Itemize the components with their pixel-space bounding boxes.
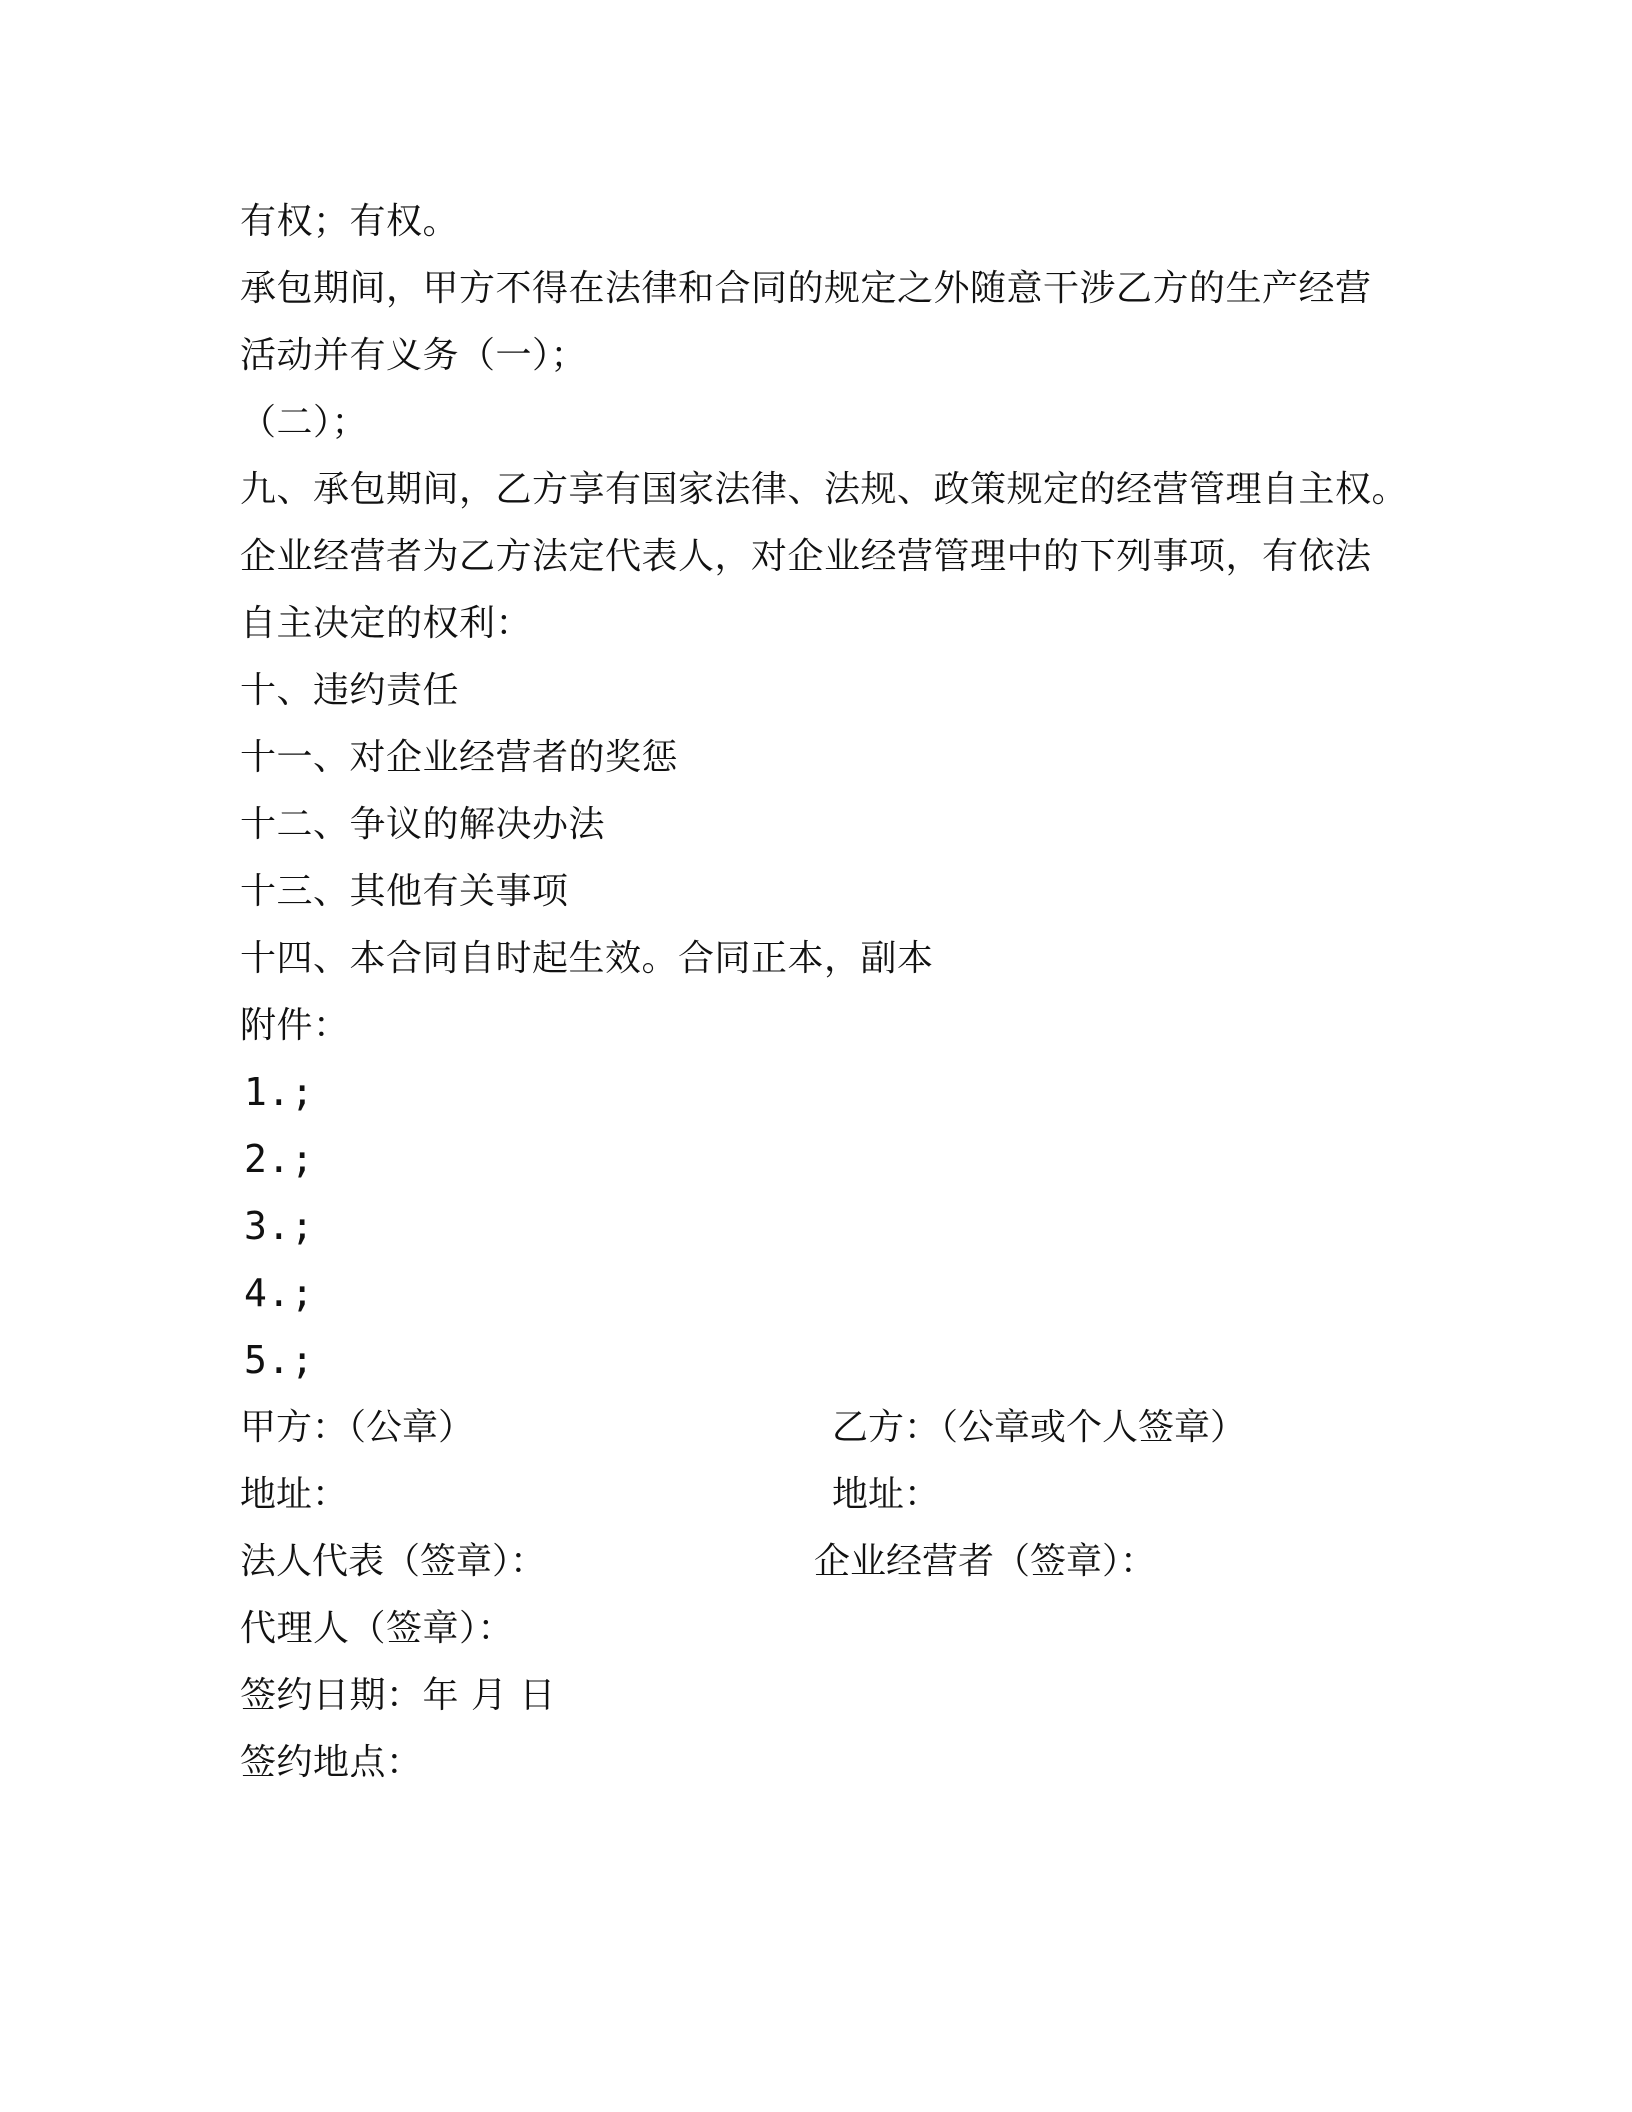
document-body — [240, 188, 1409, 1796]
signature-row-address — [240, 1461, 1400, 1528]
attachment-item: 3.; — [244, 1204, 315, 1248]
section-eleven: 十一、对企业经营者的奖惩 — [240, 737, 679, 778]
section-thirteen: 十三、其他有关事项 — [240, 871, 569, 912]
legal-representative: 法人代表（签章）： — [240, 1541, 547, 1582]
attachment-item: 2.; — [244, 1137, 315, 1181]
paragraph-obligation-2: （二）； — [240, 402, 369, 443]
agent-signature: 代理人（签章）： — [240, 1608, 515, 1649]
section-twelve: 十二、争议的解决办法 — [240, 804, 606, 845]
section-nine: 九、承包期间，乙方享有国家法律、法规、政策规定的经营管理自主权。 — [240, 469, 1409, 510]
section-nine-detail: 企业经营者为乙方法定代表人，对企业经营管理中的下列事项，有依法 — [240, 536, 1372, 577]
section-ten: 十、违约责任 — [240, 670, 460, 711]
signature-row-parties — [240, 1394, 1400, 1461]
attachments-heading: 附件： — [240, 1005, 350, 1046]
paragraph-rights: 有权；有权。 — [240, 201, 460, 242]
section-fourteen: 十四、本合同自时起生效。合同正本，副本 — [240, 938, 934, 979]
party-b-seal: 乙方：（公章或个人签章） — [832, 1407, 1247, 1448]
party-a-seal: 甲方：（公章） — [240, 1407, 475, 1448]
signature-row-representatives — [240, 1528, 1400, 1595]
signing-date: 签约日期：年 月 日 — [240, 1675, 556, 1716]
attachment-item: 5.; — [244, 1338, 315, 1382]
party-a-address: 地址： — [240, 1474, 349, 1515]
paragraph-contract-period: 承包期间，甲方不得在法律和合同的规定之外随意干涉乙方的生产经营 — [240, 268, 1372, 309]
attachment-item: 4.; — [244, 1271, 315, 1315]
section-nine-detail-end: 自主决定的权利： — [240, 603, 533, 644]
attachment-item: 1.; — [244, 1070, 315, 1114]
signing-place: 签约地点： — [240, 1742, 423, 1783]
enterprise-operator: 企业经营者（签章）： — [814, 1541, 1157, 1582]
party-b-address: 地址： — [832, 1474, 941, 1515]
paragraph-obligation-1: 活动并有义务（一）； — [240, 335, 588, 376]
